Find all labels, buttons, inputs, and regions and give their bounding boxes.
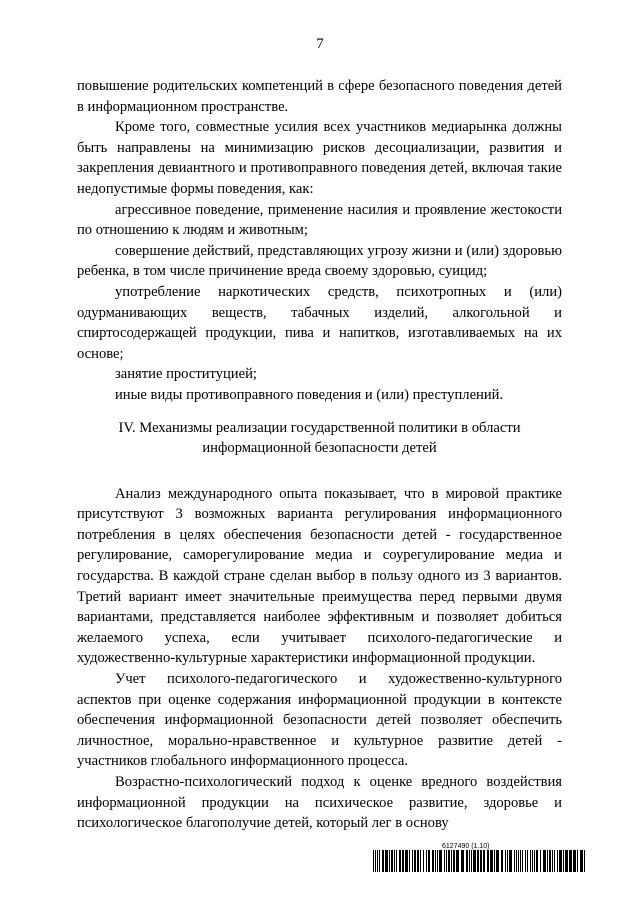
list-item: употребление наркотических средств, психотропных и (или) одурманивающих веществ, табачных изделий, алкогольной и спиртосодержащей продукции, пива и напитков, изготавливаемых на их основе; (77, 283, 562, 362)
paragraph: Кроме того, совместные усилия всех участников медиарынка должны быть направлены на минимизацию рисков десоциализации, развития и закрепления девиантного и противоправного поведения детей, включая такие недопустимые формы поведения, как: (77, 119, 562, 197)
section-heading: IV. Механизмы реализации государственной политики в области информационной безопасности детей (118, 419, 521, 457)
paragraph: повышение родительских компетенций в сфере безопасного поведения детей в информационном пространстве. (77, 78, 562, 115)
document-code: 6127490 (1.10) (442, 843, 490, 850)
page-number: 7 (316, 36, 324, 52)
barcode-icon (373, 850, 585, 872)
paragraph: Учет психолого-педагогического и художественно-культурного аспектов при оценке содержания информационной продукции в контексте обеспечения информационной безопасности детей позволяет обеспечить личностное, морально-нравственное и культурное развитие детей - участников глобального информационного процесса. (77, 671, 562, 770)
document-body (77, 76, 562, 834)
list-item: агрессивное поведение, применение насилия и проявление жестокости по отношению к людям и животным; (77, 201, 562, 239)
paragraph: Возрастно-психологический подход к оценке вредного воздействия информационной продукции на психическое развитие, здоровье и психологическое благополучие детей, который лег в основу (77, 774, 562, 832)
paragraph: Анализ международного опыта показывает, что в мировой практике присутствуют 3 возможных варианта регулирования информационного потребления в целях обеспечения безопасности детей - государственное регулирование, саморегулирование медиа и соурегулирование медиа и государства. В каждой стране сделан выбор в пользу одного из 3 вариантов. Третий вариант имеет значительные преимущества перед первыми двумя вариантами, представляется наиболее эффективным и позволяет добиться желаемого успеха, если учитывает психолого-педагогические и художественно-культурные характеристики информационной продукции. (77, 485, 562, 667)
list-item: совершение действий, представляющих угрозу жизни и (или) здоровью ребенка, в том числе причинение вреда своему здоровью, суицид; (77, 242, 562, 280)
list-item: занятие проституцией; (115, 366, 257, 383)
list-item: иные виды противоправного поведения и (или) преступлений. (115, 386, 504, 403)
